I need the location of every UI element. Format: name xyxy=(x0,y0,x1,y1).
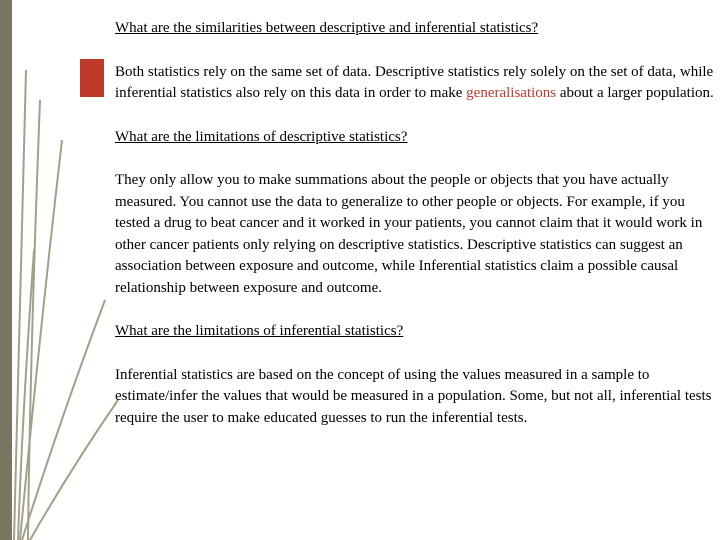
para-similarities-text-2: about a larger population. xyxy=(556,85,714,101)
slide-content xyxy=(115,18,715,429)
para-similarities xyxy=(115,62,715,105)
para-similarities-text-1: Both statistics rely on the same set of data. Descriptive statistics rely solely on the set of data, while inferential statistics also rely on this data in order to make xyxy=(115,63,714,101)
grass-stalks-decoration xyxy=(0,0,130,540)
red-tab-marker xyxy=(80,59,104,97)
para-inferential-limitations: Inferential statistics are based on the concept of using the values measured in a sample to estimate/infer the values that would be measured in a population. Some, but not all, inferential tests require the user to make educated guesses to run the inferential tests. xyxy=(115,366,712,426)
heading-similarities: What are the similarities between descriptive and inferential statistics? xyxy=(115,20,539,36)
heading-inferential-limitations: What are the limitations of inferential statistics? xyxy=(115,323,404,339)
heading-descriptive-limitations: What are the limitations of descriptive statistics? xyxy=(115,128,408,145)
stalk xyxy=(22,300,105,540)
highlighted-word-generalisations: generalisations xyxy=(466,85,557,101)
para-descriptive-limitations: They only allow you to make summations about the people or objects that you have actually measured. You cannot use the data to generalize to other people or objects. For example, if you tested a drug to beat cancer and it worked in your patients, you cannot claim that it would work in other cancer patients only relying on descriptive statistics. Descriptive statistics can suggest an association between exposure and outcome, while Inferential statistics claim a possible causal relationship between exposure and outcome. xyxy=(115,172,703,296)
stalk xyxy=(30,400,118,540)
